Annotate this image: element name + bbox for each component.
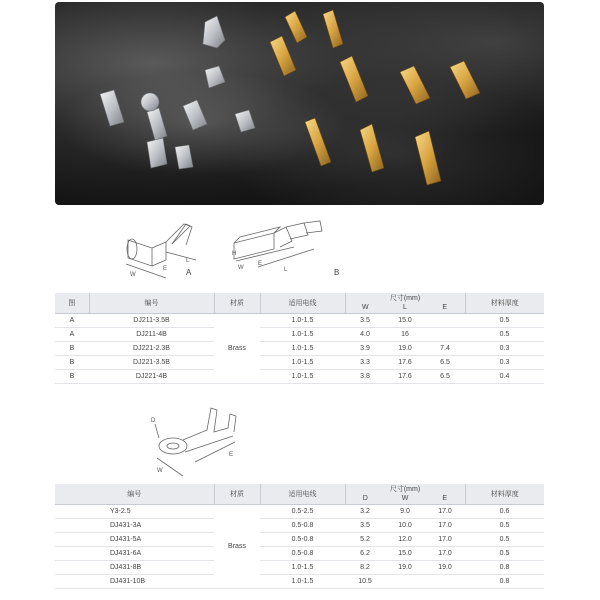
cell-e — [425, 574, 465, 588]
cell-d: 6.2 — [345, 546, 385, 560]
svg-text:E: E — [229, 452, 234, 458]
cell-w: 3.3 — [345, 355, 385, 369]
cell-w: 9.0 — [385, 504, 425, 518]
cell-fig: B — [55, 341, 89, 355]
cell-e: 17.0 — [425, 532, 465, 546]
cell-l: 17.6 — [385, 355, 425, 369]
cell-e: 17.0 — [425, 546, 465, 560]
cell-e: 17.0 — [425, 518, 465, 532]
svg-text:E: E — [163, 266, 168, 272]
cell-thickness: 0.5 — [465, 532, 544, 546]
cell-fig: B — [55, 369, 89, 383]
cell-fig: B — [55, 355, 89, 369]
table-row — [55, 355, 544, 369]
terminal-drawing-a — [118, 212, 218, 282]
cell-w — [385, 574, 425, 588]
cell-thickness: 0.6 — [465, 504, 544, 518]
cell-wire: 1.0-1.5 — [260, 355, 345, 369]
cell-code: DJ431-8B — [55, 560, 214, 574]
svg-text:W: W — [130, 272, 136, 278]
cell-w: 3.8 — [345, 369, 385, 383]
cell-e: 17.0 — [425, 504, 465, 518]
header-size: 尺寸(mm) — [345, 293, 465, 303]
cell-d: 3.5 — [345, 518, 385, 532]
spec-table-1 — [55, 293, 544, 384]
cell-l: 15.0 — [385, 313, 425, 327]
terminals-illustration — [55, 2, 544, 205]
cell-thickness: 0.5 — [465, 518, 544, 532]
ring-terminal-drawing — [145, 400, 255, 480]
cell-l: 19.0 — [385, 341, 425, 355]
cell-d: 10.5 — [345, 574, 385, 588]
cell-wire: 0.5-0.8 — [260, 518, 345, 532]
cell-code: DJ221-2.3B — [89, 341, 214, 355]
cell-code: DJ221-4B — [89, 369, 214, 383]
cell-d: 8.2 — [345, 560, 385, 574]
cell-thickness: 0.5 — [465, 546, 544, 560]
cell-fig: A — [55, 327, 89, 341]
svg-text:W: W — [238, 265, 244, 271]
cell-thickness: 0.4 — [465, 369, 544, 383]
cell-w: 4.0 — [345, 327, 385, 341]
header-e: E — [425, 494, 465, 504]
header-material: 材质 — [214, 484, 260, 504]
terminal-drawing-b — [228, 215, 328, 277]
cell-wire: 1.0-1.5 — [260, 327, 345, 341]
table-row — [55, 532, 544, 546]
diagram-b-label: B — [334, 268, 340, 277]
cell-w: 12.0 — [385, 532, 425, 546]
cell-wire: 0.5-2.5 — [260, 504, 345, 518]
cell-thickness: 0.8 — [465, 560, 544, 574]
diagram-a-label: A — [186, 268, 192, 277]
cell-wire: 0.5-0.8 — [260, 546, 345, 560]
cell-l: 17.6 — [385, 369, 425, 383]
header-material: 材质 — [214, 293, 260, 313]
cell-l: 16 — [385, 327, 425, 341]
cell-code: DJ431-6A — [55, 546, 214, 560]
cell-code: DJ221-3.5B — [89, 355, 214, 369]
cell-e: 7.4 — [425, 341, 465, 355]
table-row — [55, 341, 544, 355]
cell-w: 10.0 — [385, 518, 425, 532]
cell-material: Brass — [214, 313, 260, 383]
cell-wire: 1.0-1.5 — [260, 313, 345, 327]
cell-thickness: 0.3 — [465, 341, 544, 355]
cell-thickness: 0.5 — [465, 313, 544, 327]
cell-e — [425, 313, 465, 327]
svg-text:E: E — [258, 261, 263, 267]
cell-w: 3.9 — [345, 341, 385, 355]
header-thickness: 材料厚度 — [465, 484, 544, 504]
table-row — [55, 504, 544, 518]
cell-code: DJ431-10B — [55, 574, 214, 588]
header-fig: 图 — [55, 293, 89, 313]
svg-text:H: H — [232, 251, 237, 257]
spec-table-2 — [55, 484, 544, 589]
cell-code: DJ431-3A — [55, 518, 214, 532]
header-e: E — [425, 303, 465, 313]
header-code: 编号 — [55, 484, 214, 504]
cell-code: DJ431-5A — [55, 532, 214, 546]
cell-thickness: 0.8 — [465, 574, 544, 588]
cell-code: DJ211-3.5B — [89, 313, 214, 327]
table-row — [55, 546, 544, 560]
header-thickness: 材料厚度 — [465, 293, 544, 313]
table-row — [55, 313, 544, 327]
cell-fig: A — [55, 313, 89, 327]
header-wire: 适用电线 — [260, 293, 345, 313]
cell-thickness: 0.3 — [465, 355, 544, 369]
cell-w: 19.0 — [385, 560, 425, 574]
cell-d: 3.2 — [345, 504, 385, 518]
header-w: W — [345, 303, 385, 313]
table-row — [55, 369, 544, 383]
cell-wire: 1.0-1.5 — [260, 574, 345, 588]
header-d: D — [345, 494, 385, 504]
table-row — [55, 574, 544, 588]
table-row — [55, 560, 544, 574]
header-code: 编号 — [89, 293, 214, 313]
cell-e: 6.5 — [425, 355, 465, 369]
cell-material: Brass — [214, 504, 260, 588]
cell-code: DJ211-4B — [89, 327, 214, 341]
cell-e: 6.5 — [425, 369, 465, 383]
product-photo — [55, 2, 544, 205]
svg-text:W: W — [157, 468, 163, 474]
cell-wire: 1.0-1.5 — [260, 560, 345, 574]
table-row — [55, 518, 544, 532]
cell-wire: 0.5-0.8 — [260, 532, 345, 546]
cell-w: 3.5 — [345, 313, 385, 327]
cell-thickness: 0.5 — [465, 327, 544, 341]
cell-code: Y3-2.5 — [55, 504, 214, 518]
cell-wire: 1.0-1.5 — [260, 341, 345, 355]
header-size: 尺寸(mm) — [345, 484, 465, 494]
svg-text:L: L — [186, 258, 190, 264]
cell-w: 15.0 — [385, 546, 425, 560]
header-l: L — [385, 303, 425, 313]
table-row — [55, 327, 544, 341]
cell-e — [425, 327, 465, 341]
header-wire: 适用电线 — [260, 484, 345, 504]
cell-wire: 1.0-1.5 — [260, 369, 345, 383]
header-w: W — [385, 494, 425, 504]
svg-text:D: D — [151, 418, 156, 424]
svg-text:L: L — [284, 267, 288, 273]
cell-d: 5.2 — [345, 532, 385, 546]
cell-e: 19.0 — [425, 560, 465, 574]
